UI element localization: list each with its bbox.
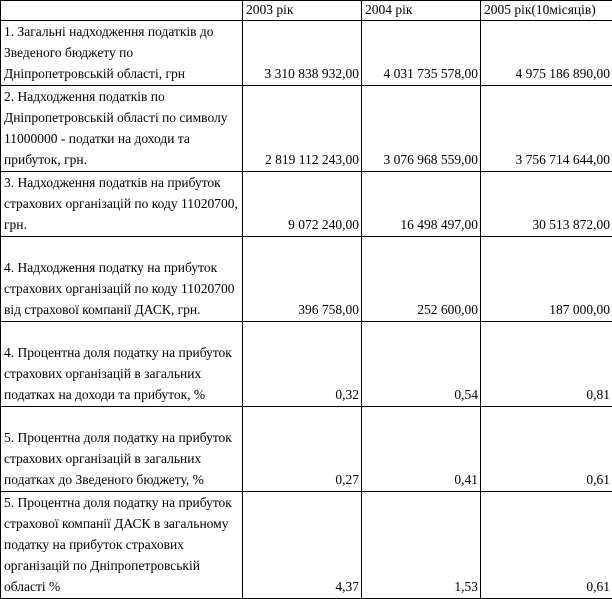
header-cell-2005: 2005 рік(10місяців) <box>481 1 612 21</box>
table-row <box>1 492 612 599</box>
value-2005: 0,61 <box>481 492 612 599</box>
value-2004: 0,41 <box>362 407 481 492</box>
header-cell-2003: 2003 рік <box>243 1 362 21</box>
value-2005: 4 975 186 890,00 <box>481 21 612 86</box>
value-2003: 0,27 <box>243 407 362 492</box>
table-row <box>1 86 612 172</box>
value-2005: 0,61 <box>481 407 612 492</box>
value-2003: 0,32 <box>243 322 362 407</box>
table-row <box>1 407 612 492</box>
value-2005: 187 000,00 <box>481 237 612 322</box>
row-label: 5. Процентна доля податку на прибуток страхової компанії ДАСК в загальному податку на прибуток страхових організацій по Дніпропетровській області % <box>1 492 243 599</box>
value-2003: 4,37 <box>243 492 362 599</box>
value-2004: 252 600,00 <box>362 237 481 322</box>
table-row <box>1 21 612 86</box>
table-row <box>1 172 612 237</box>
row-label: 5. Процентна доля податку на прибуток страхових організацій в загальних податках до Зведеного бюджету, % <box>1 407 243 492</box>
value-2004: 1,53 <box>362 492 481 599</box>
table-row <box>1 322 612 407</box>
value-2004: 16 498 497,00 <box>362 172 481 237</box>
value-2003: 9 072 240,00 <box>243 172 362 237</box>
value-2005: 0,81 <box>481 322 612 407</box>
row-label: 2. Надходження податків по Дніпропетровській області по символу 11000000 - податки на доходи та прибуток, грн. <box>1 86 243 172</box>
value-2003: 3 310 838 932,00 <box>243 21 362 86</box>
value-2005: 3 756 714 644,00 <box>481 86 612 172</box>
value-2004: 0,54 <box>362 322 481 407</box>
value-2005: 30 513 872,00 <box>481 172 612 237</box>
table-header-row <box>1 1 612 21</box>
row-label: 3. Надходження податків на прибуток страхових організацій по коду 11020700, грн. <box>1 172 243 237</box>
value-2003: 396 758,00 <box>243 237 362 322</box>
value-2004: 3 076 968 559,00 <box>362 86 481 172</box>
table-row <box>1 237 612 322</box>
header-cell-empty <box>1 1 243 21</box>
row-label: 4. Процентна доля податку на прибуток страхових організацій в загальних податках на доходи та прибуток, % <box>1 322 243 407</box>
value-2004: 4 031 735 578,00 <box>362 21 481 86</box>
row-label: 4. Надходження податку на прибуток страхових організацій по коду 11020700 від страхової компанії ДАСК, грн. <box>1 237 243 322</box>
value-2003: 2 819 112 243,00 <box>243 86 362 172</box>
header-cell-2004: 2004 рік <box>362 1 481 21</box>
row-label: 1. Загальні надходження податків до Зведеного бюджету по Дніпропетровській області, грн <box>1 21 243 86</box>
